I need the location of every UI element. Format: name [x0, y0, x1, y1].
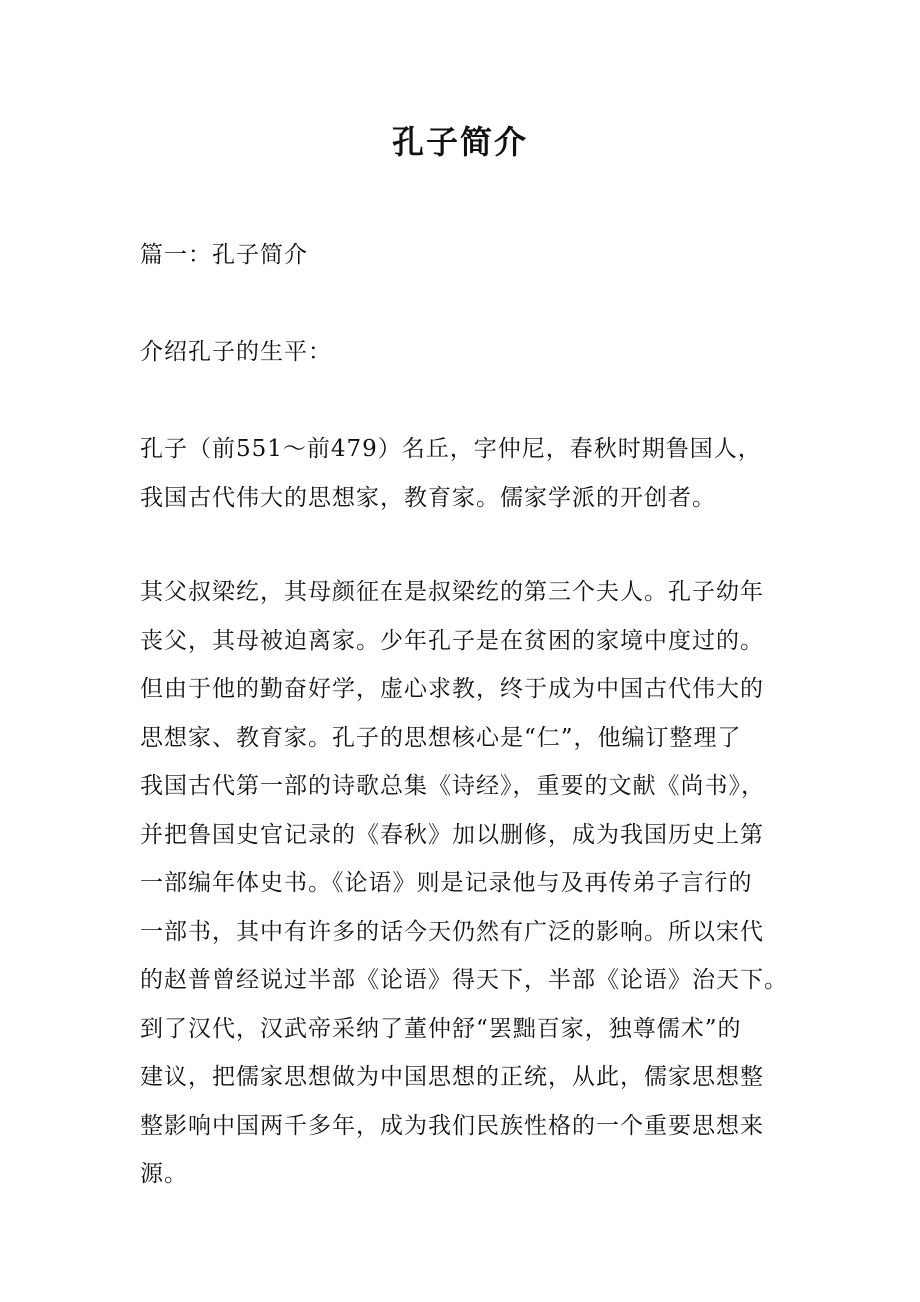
bio-line: 我国古代伟大的思想家，教育家。儒家学派的开创者。	[140, 484, 716, 511]
main-line: 但由于他的勤奋好学，虚心求教，终于成为中国古代伟大的	[140, 676, 764, 702]
intro-label	[140, 328, 800, 377]
section-heading-text: 篇一：孔子简介	[140, 242, 308, 268]
main-paragraph	[140, 568, 800, 1199]
main-line: 其父叔梁纥，其母颜征在是叔梁纥的第三个夫人。孔子幼年	[140, 579, 764, 605]
main-line: 思想家、教育家。孔子的思想核心是“仁”，他编订整理了	[140, 724, 742, 751]
main-line: 建议，把儒家思想做为中国思想的正统，从此，儒家思想整	[140, 1064, 764, 1090]
bio-line: 孔子（前551～前479）名丘，字仲尼，春秋时期鲁国人，	[140, 436, 762, 462]
main-line: 一部书，其中有许多的话今天仍然有广泛的影响。所以宋代	[140, 918, 764, 945]
intro-label-text: 介绍孔子的生平：	[140, 339, 332, 365]
main-line: 的赵普曾经说过半部《论语》得天下，半部《论语》治天下。	[140, 967, 788, 993]
main-line: 到了汉代，汉武帝采纳了董仲舒“罢黜百家，独尊儒术”的	[140, 1015, 742, 1042]
main-line: 丧父，其母被迫离家。少年孔子是在贫困的家境中度过的。	[140, 627, 764, 654]
main-line: 我国古代第一部的诗歌总集《诗经》，重要的文献《尚书》，	[140, 773, 765, 799]
main-line: 整影响中国两千多年，成为我们民族性格的一个重要思想来	[140, 1112, 764, 1139]
main-line: 并把鲁国史官记录的《春秋》加以删修，成为我国历史上第	[140, 821, 764, 848]
section-heading	[140, 231, 800, 280]
main-line: 源。	[140, 1161, 188, 1187]
main-line: 一部编年体史书。《论语》则是记录他与及再传弟子言行的	[140, 870, 753, 896]
bio-paragraph	[140, 425, 800, 522]
page-title: 孔子简介	[391, 123, 528, 161]
